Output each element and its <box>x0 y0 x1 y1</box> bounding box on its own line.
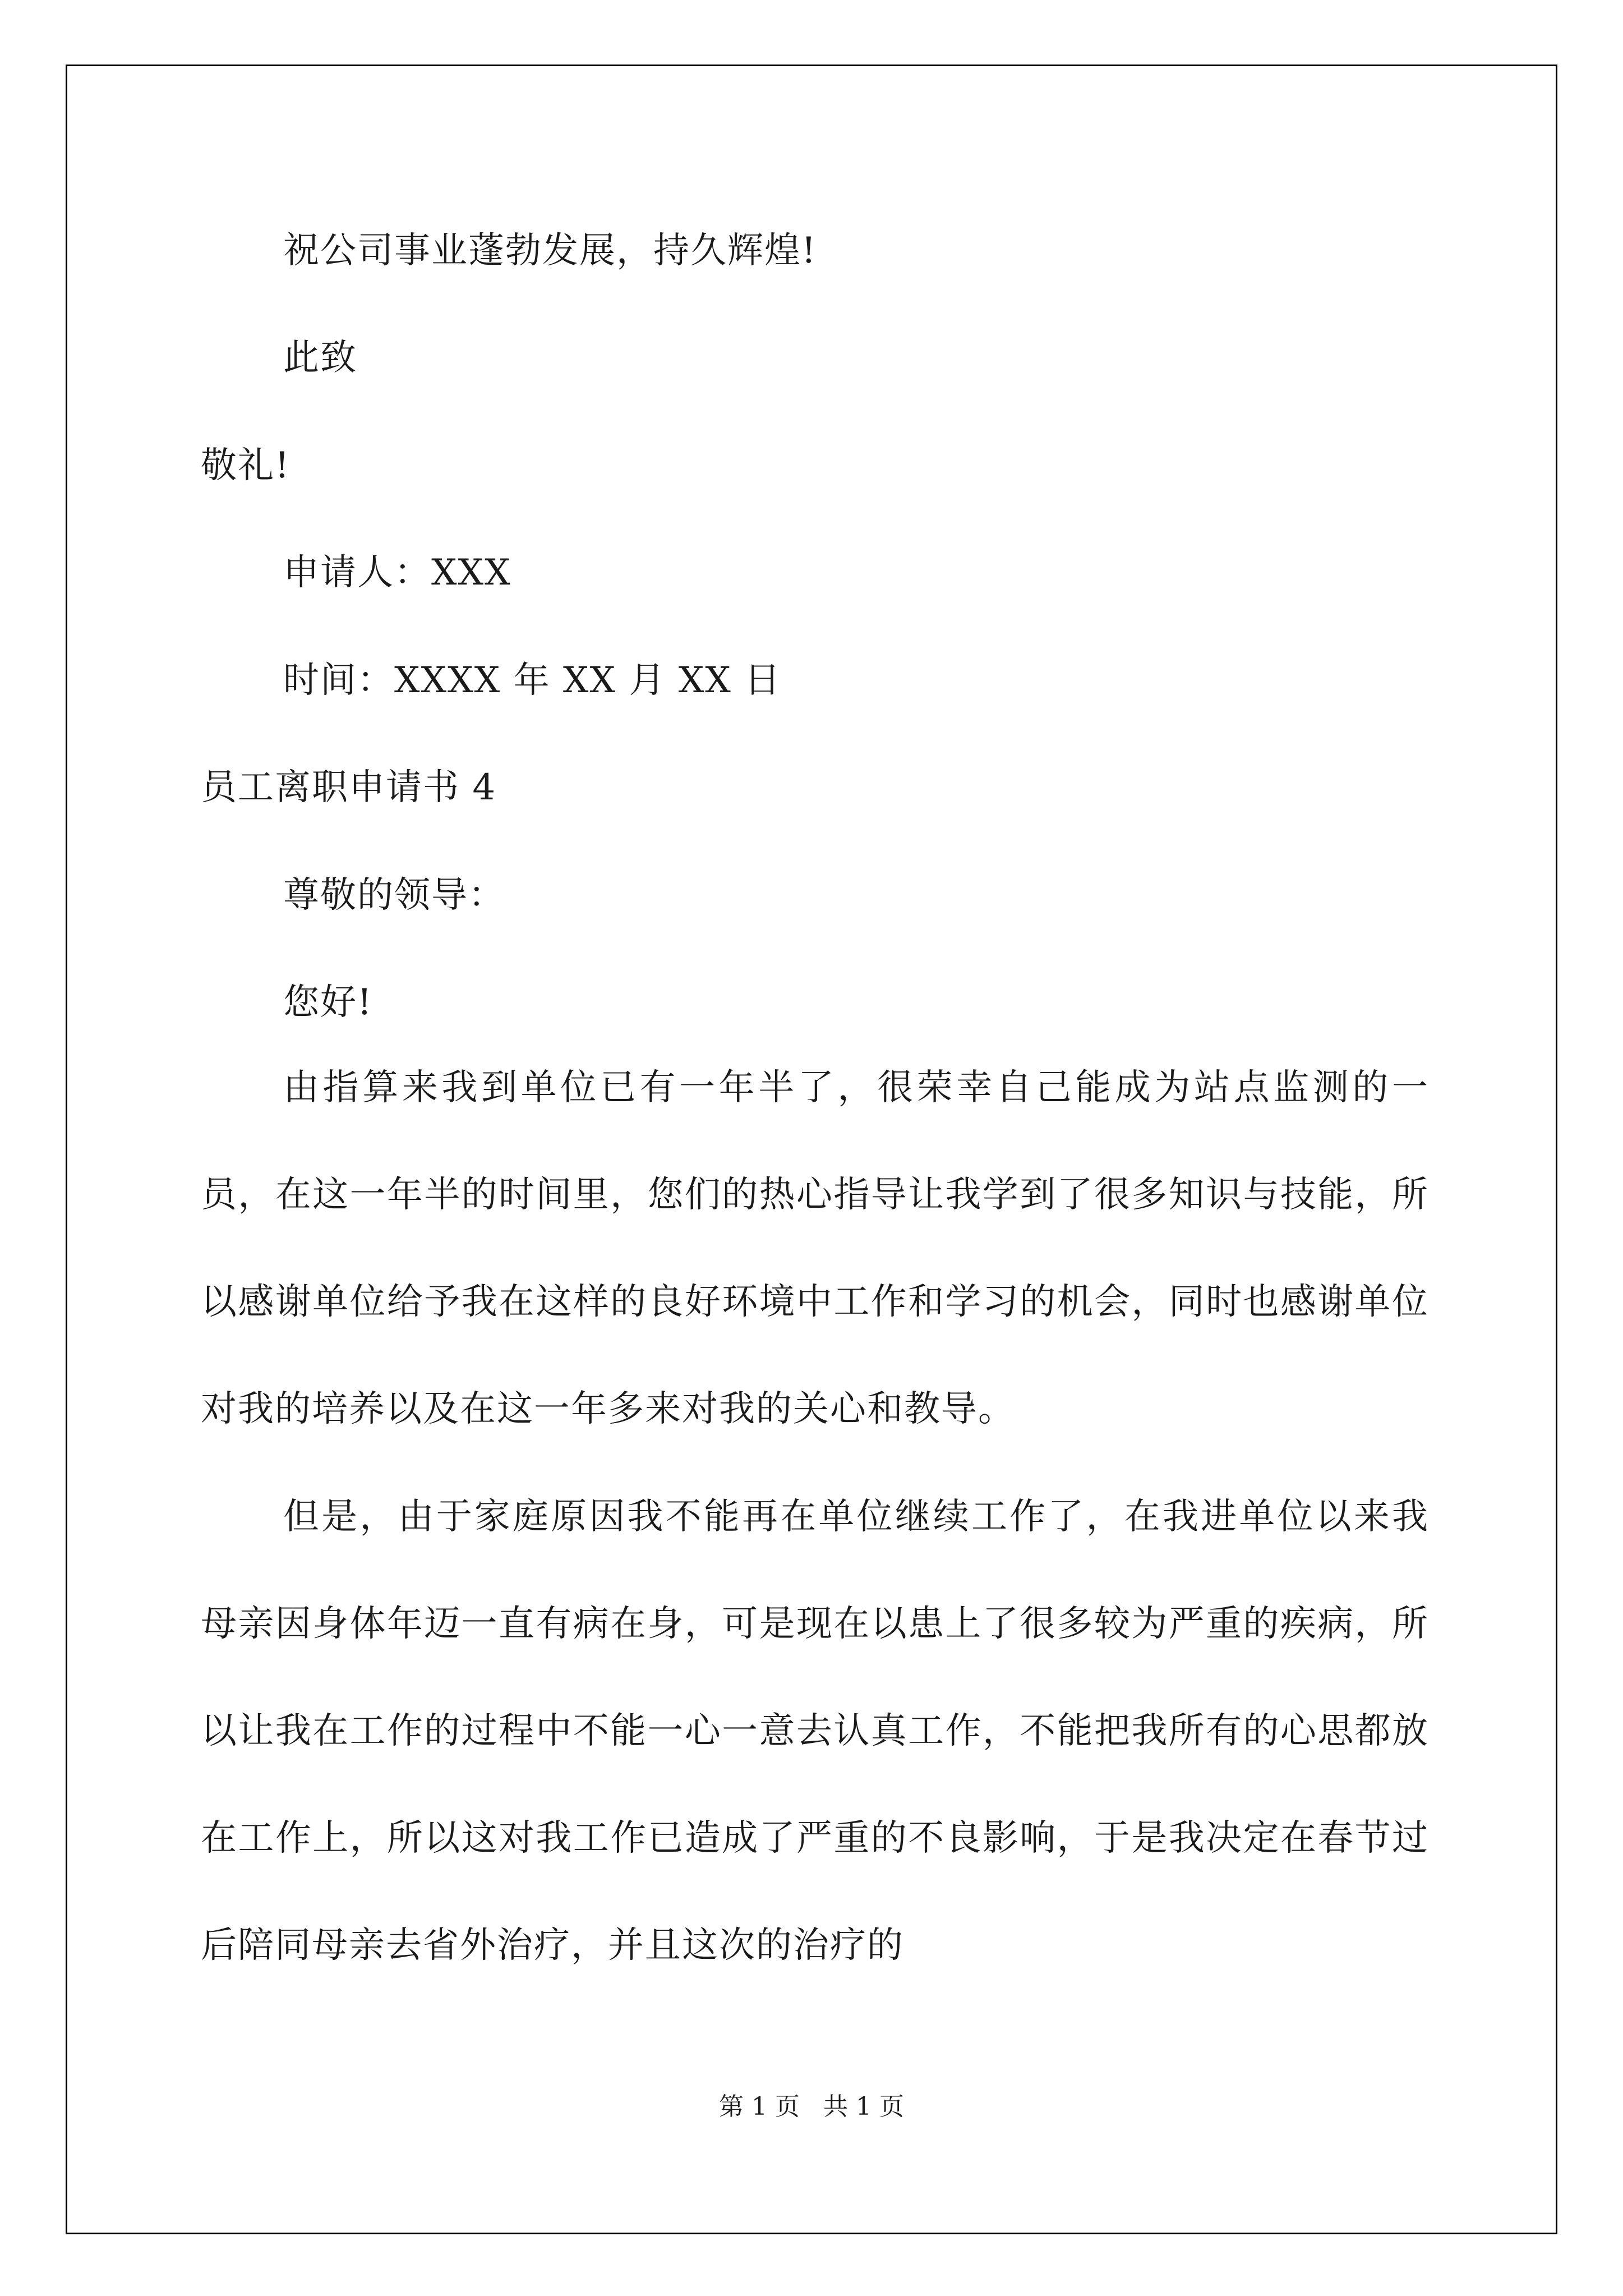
date-line: 时间：XXXX 年 XX 月 XX 日 <box>283 660 782 701</box>
greeting-line: 您好! <box>283 982 373 1023</box>
page-footer: 第 1 页 共 1 页 <box>719 2092 904 2121</box>
section-heading: 员工离职申请书 4 <box>201 767 497 808</box>
closing-line: 此致 <box>283 337 357 379</box>
body-paragraph: 由指算来我到单位已有一年半了，很荣幸自己能成为站点监测的一员，在这一年半的时间里，您们的热心指导让我学到了很多知识与技能，所以感谢单位给予我在这样的良好环境中工作和学习的机会，同时也感谢单位对我的培养以及在这一年多来对我的关心和教导。 <box>201 1067 1429 1430</box>
body-paragraph: 但是，由于家庭原因我不能再在单位继续工作了，在我进单位以来我母亲因身体年迈一直有病在身，可是现在以患上了很多较为严重的疾病，所以让我在工作的过程中不能一心一意去认真工作，不能把我所有的心思都放在工作上，所以这对我工作已造成了严重的不良影响，于是我决定在春节过后陪同母亲去省外治疗，并且这次的治疗的 <box>201 1496 1429 1966</box>
blessing-line: 祝公司事业蓬勃发展，持久辉煌! <box>283 230 817 272</box>
salute-line: 敬礼! <box>201 445 291 486</box>
addressee-line: 尊敬的领导： <box>283 875 505 916</box>
applicant-line: 申请人：XXX <box>283 552 511 593</box>
